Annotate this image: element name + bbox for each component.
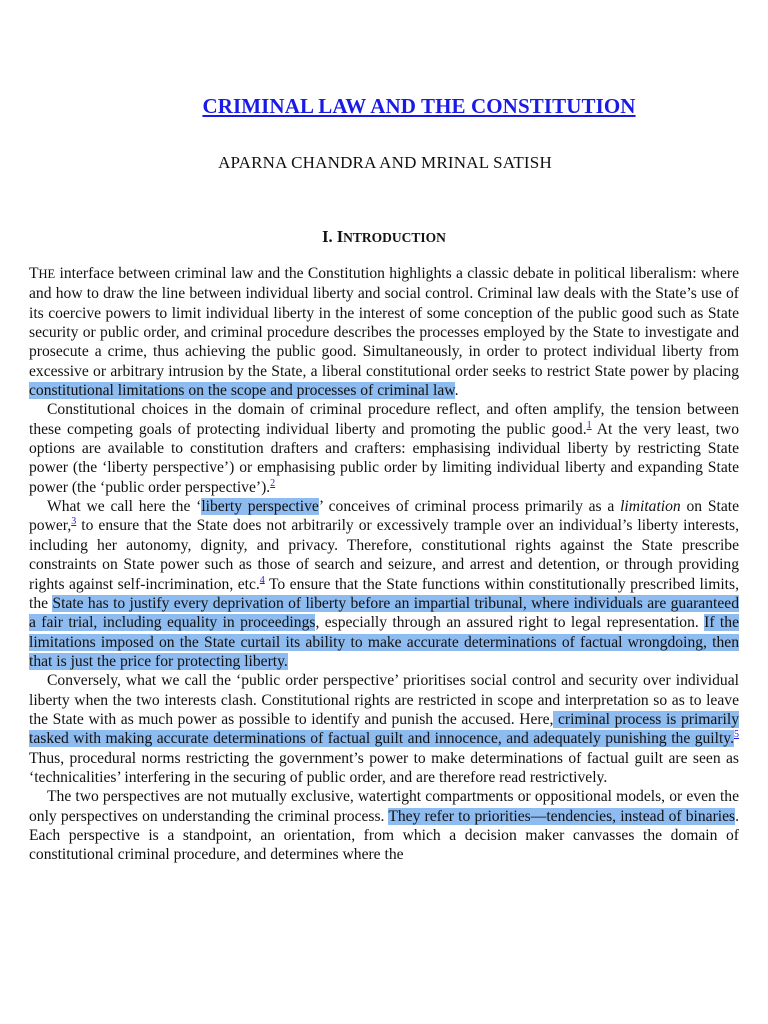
highlight[interactable]: criminal process is primarily tasked with making accurate determinations of factual guilt and innocence, and adequately punishing the guilty.: [29, 710, 739, 748]
text-run: ’ conceives of criminal process primarily as a: [318, 498, 621, 516]
text-run: to ensure that the State does not arbitrarily or excessively trample over an individual’s liberty interests, including her autonomy, dignity, and privacy. Therefore, constitutional rights against the State prescribe constraints on State power such as those of search and seizure, and arrest and detention, or through providing rights against self-incrimination, etc.: [29, 517, 739, 593]
footnote-link[interactable]: 1: [586, 419, 592, 431]
paragraph-3: [29, 497, 739, 671]
text-run: Thus, procedural norms restricting the government’s power to make determinations of factual guilt are seen as ‘technicalities’ interfering in the securing of public order, and are therefore read restrictively.: [29, 749, 739, 786]
highlight[interactable]: State has to justify every deprivation of liberty before an impartial tribunal, where individuals are guaranteed a fair trial, including equality in proceedings: [29, 594, 740, 632]
paragraph-5: [29, 787, 739, 864]
highlight[interactable]: constitutional limitations on the scope and processes of criminal law: [29, 382, 455, 400]
page-title[interactable]: CRIMINAL LAW AND THE CONSTITUTION: [202, 94, 636, 118]
text-run: , especially through an assured right to legal representation.: [315, 614, 705, 632]
text-run: At the very least, two options are available to constitution drafters and crafters: emphasising individual liberty by restricting State power (the ‘liberty perspective’) or emphasising public order by limiting individual liberty and expanding State power (the ‘public order perspective’).: [29, 420, 739, 496]
highlight[interactable]: If the limitations imposed on the State curtail its ability to make accurate determinations of factual wrongdoing, then that is just the price for protecting liberty.: [29, 614, 739, 670]
lead-small-caps: HE: [38, 267, 56, 281]
text-run: on State power,: [29, 498, 740, 535]
text-run: To ensure that the State functions within constitutionally prescribed limits, the: [29, 575, 739, 612]
paragraph-1: [29, 264, 739, 400]
text-run: interface between criminal law and the Constitution highlights a classic debate in political liberalism: where and how to draw the line between individual liberty and social control. Criminal law deals with the State’s use of its coercive powers to limit individual liberty in the interest of some conception of the public good such as State security or public order, and criminal procedure describes the processes employed by the State to investigate and prosecute a crime, thus achieving the public good. Simultaneously, in order to protect individual liberty from excessive or arbitrary intrusion by the State, a liberal constitutional order seeks to restrict State power by placing: [29, 265, 739, 380]
body-text: [29, 264, 739, 865]
section-rest: NTRODUCTION: [343, 230, 446, 245]
footnote-link[interactable]: 5: [734, 729, 739, 741]
paragraph-2: [29, 400, 739, 497]
text-run: . Each perspective is a standpoint, an orientation, from which a decision maker canvasses the domain of constitutional criminal procedure, and determines where the: [29, 807, 739, 864]
text-run: Constitutional choices in the domain of criminal procedure reflect, and often amplify, the tension between these competing goals of protecting individual liberty and promoting the public good.: [29, 401, 739, 438]
lead-cap: T: [29, 265, 39, 282]
emphasis: limitation: [620, 498, 681, 516]
text-run: The two perspectives are not mutually exclusive, watertight compartments or oppositional models, or even the only perspectives on understanding the criminal process.: [29, 788, 739, 825]
footnote-link[interactable]: 2: [270, 477, 276, 489]
authors: APARNA CHANDRA AND MRINAL SATISH: [218, 153, 552, 172]
footnote-link[interactable]: 3: [71, 516, 77, 528]
text-run: .: [454, 382, 459, 400]
highlight[interactable]: liberty perspective: [201, 498, 319, 516]
section-cap: I: [336, 227, 344, 246]
section-heading: [0, 227, 768, 247]
highlight[interactable]: They refer to priorities—tendencies, instead of binaries: [388, 807, 736, 825]
text-run: Conversely, what we call the ‘public order perspective’ prioritises social control and security over individual liberty when the two interests clash. Constitutional rights are restricted in scope and interpretation so as to leave the State with as much power as possible to identify and punish the accused. Here,: [29, 672, 739, 728]
paragraph-4: [29, 671, 739, 787]
footnote-link[interactable]: 4: [259, 574, 265, 586]
text-run: What we call here the ‘: [47, 498, 202, 516]
section-numeral: I.: [322, 227, 333, 246]
